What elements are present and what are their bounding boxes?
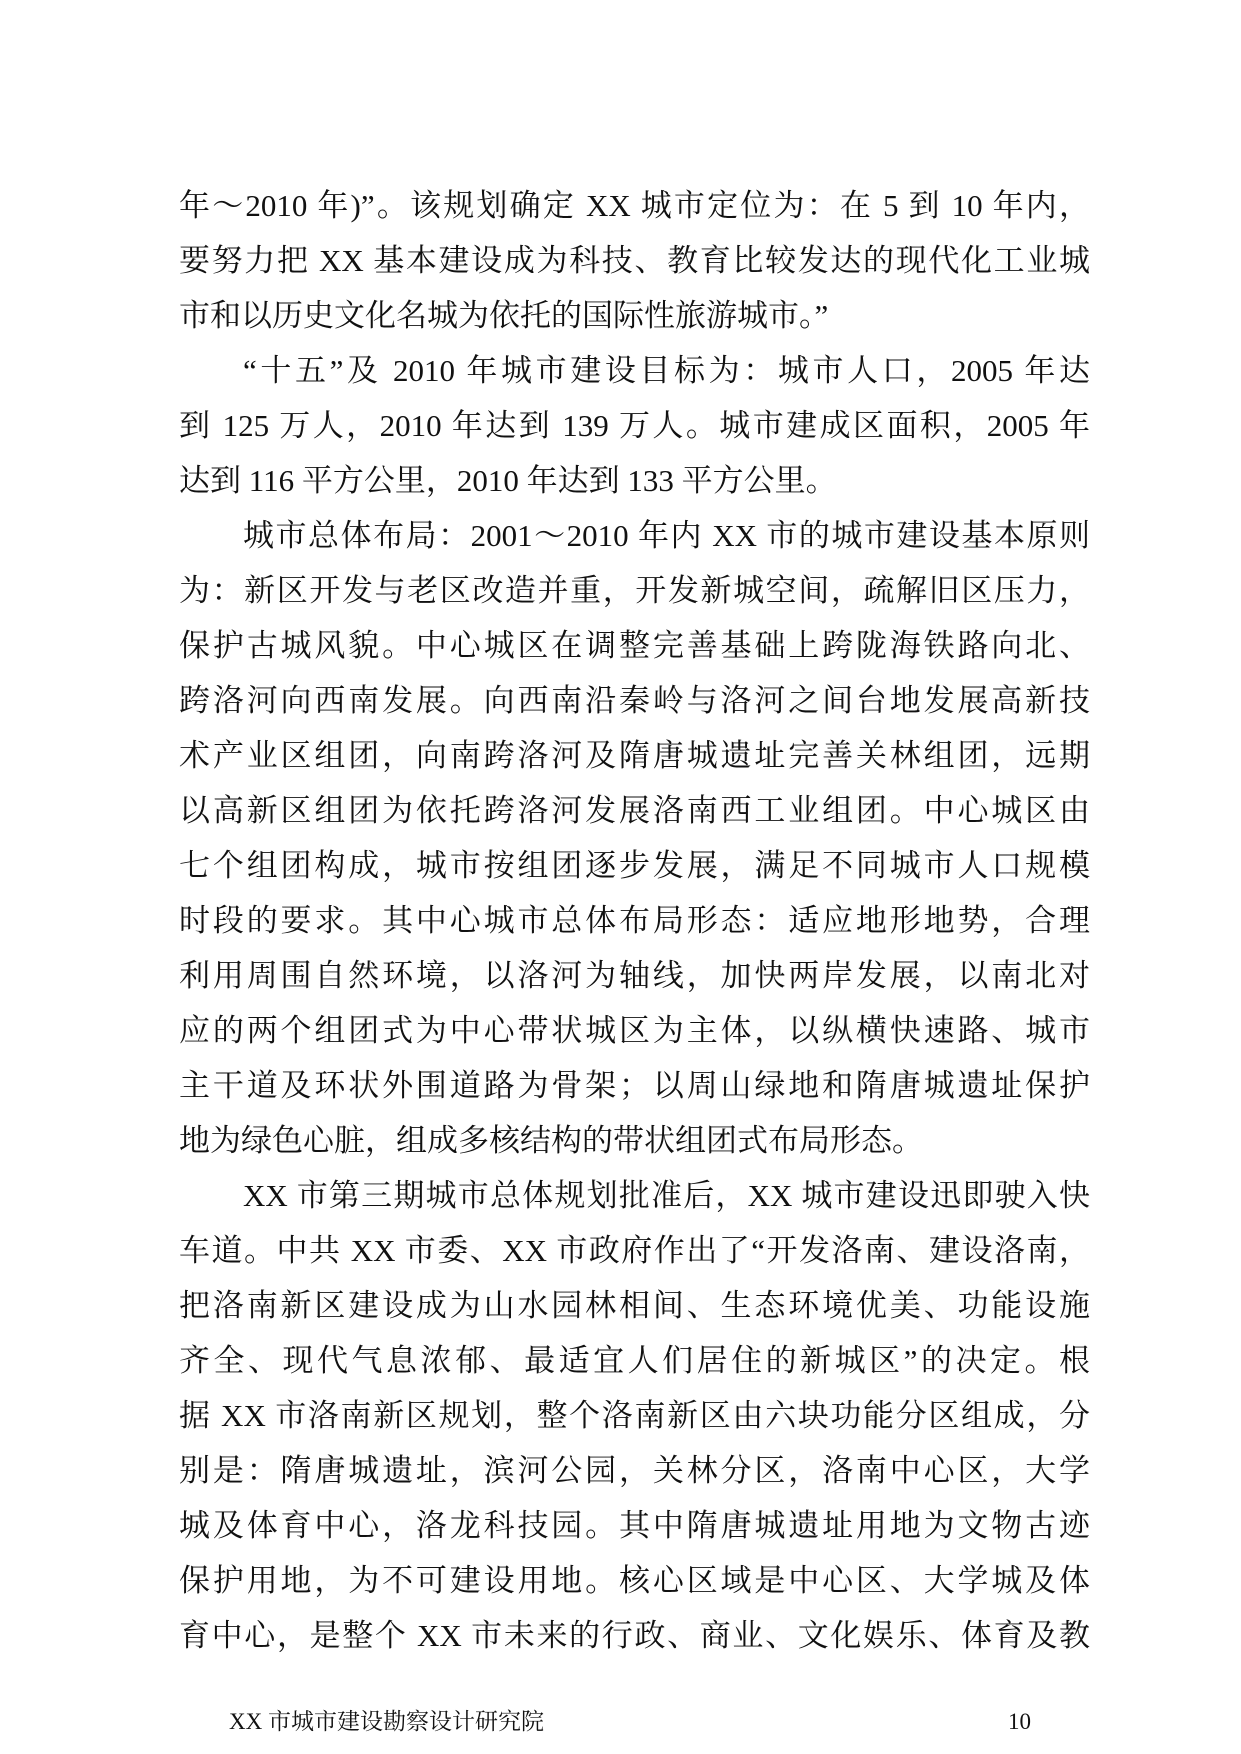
footer-institution: XX 市城市建设勘察设计研究院 (229, 1709, 544, 1734)
text-line: 城市总体布局：2001～2010 年内 XX 市的城市建设基本原则 (243, 518, 1090, 553)
text-line: 保护用地，为不可建设用地。核心区域是中心区、大学城及体 (179, 1563, 1090, 1598)
text-line: 应的两个组团式为中心带状城区为主体，以纵横快速路、城市 (179, 1013, 1090, 1048)
text-line: 为：新区开发与老区改造并重，开发新城空间，疏解旧区压力， (179, 573, 1090, 608)
text-line: 齐全、现代气息浓郁、最适宜人们居住的新城区”的决定。根 (179, 1343, 1090, 1378)
text-line: 市和以历史文化名城为依托的国际性旅游城市。” (179, 298, 829, 333)
paragraph (179, 1168, 1090, 1663)
text-line: 车道。中共 XX 市委、XX 市政府作出了“开发洛南、建设洛南， (179, 1233, 1090, 1268)
text-line: 地为绿色心脏，组成多核结构的带状组团式布局形态。 (179, 1123, 923, 1158)
text-line: 要努力把 XX 基本建设成为科技、教育比较发达的现代化工业城 (179, 243, 1090, 278)
text-line: XX 市第三期城市总体规划批准后，XX 城市建设迅即驶入快 (243, 1178, 1090, 1213)
paragraph (179, 178, 1090, 343)
paragraph (179, 508, 1090, 1168)
text-line: 城及体育中心，洛龙科技园。其中隋唐城遗址用地为文物古迹 (179, 1508, 1090, 1543)
text-line: 年～2010 年)”。该规划确定 XX 城市定位为：在 5 到 10 年内， (179, 188, 1090, 223)
text-line: 主干道及环状外围道路为骨架；以周山绿地和隋唐城遗址保护 (179, 1068, 1090, 1103)
page-number: 10 (1008, 1709, 1031, 1734)
text-line: 别是：隋唐城遗址，滨河公园，关林分区，洛南中心区，大学 (179, 1453, 1090, 1488)
text-line: “十五”及 2010 年城市建设目标为：城市人口，2005 年达 (243, 353, 1090, 388)
text-line: 时段的要求。其中心城市总体布局形态：适应地形地势，合理 (179, 903, 1090, 938)
text-line: 利用周围自然环境，以洛河为轴线，加快两岸发展，以南北对 (179, 958, 1090, 993)
text-line: 育中心，是整个 XX 市未来的行政、商业、文化娱乐、体育及教 (179, 1618, 1090, 1653)
text-line: 把洛南新区建设成为山水园林相间、生态环境优美、功能设施 (179, 1288, 1090, 1323)
text-line: 七个组团构成，城市按组团逐步发展，满足不同城市人口规模 (179, 848, 1090, 883)
paragraph (179, 343, 1090, 508)
text-line: 术产业区组团，向南跨洛河及隋唐城遗址完善关林组团，远期 (179, 738, 1090, 773)
text-line: 跨洛河向西南发展。向西南沿秦岭与洛河之间台地发展高新技 (179, 683, 1090, 718)
text-line: 达到 116 平方公里，2010 年达到 133 平方公里。 (179, 463, 837, 498)
text-line: 据 XX 市洛南新区规划，整个洛南新区由六块功能分区组成，分 (179, 1398, 1090, 1433)
text-line: 到 125 万人，2010 年达到 139 万人。城市建成区面积，2005 年 (179, 408, 1090, 443)
text-line: 保护古城风貌。中心城区在调整完善基础上跨陇海铁路向北、 (179, 628, 1090, 663)
body-text (179, 178, 1090, 1663)
text-line: 以高新区组团为依托跨洛河发展洛南西工业组团。中心城区由 (179, 793, 1090, 828)
